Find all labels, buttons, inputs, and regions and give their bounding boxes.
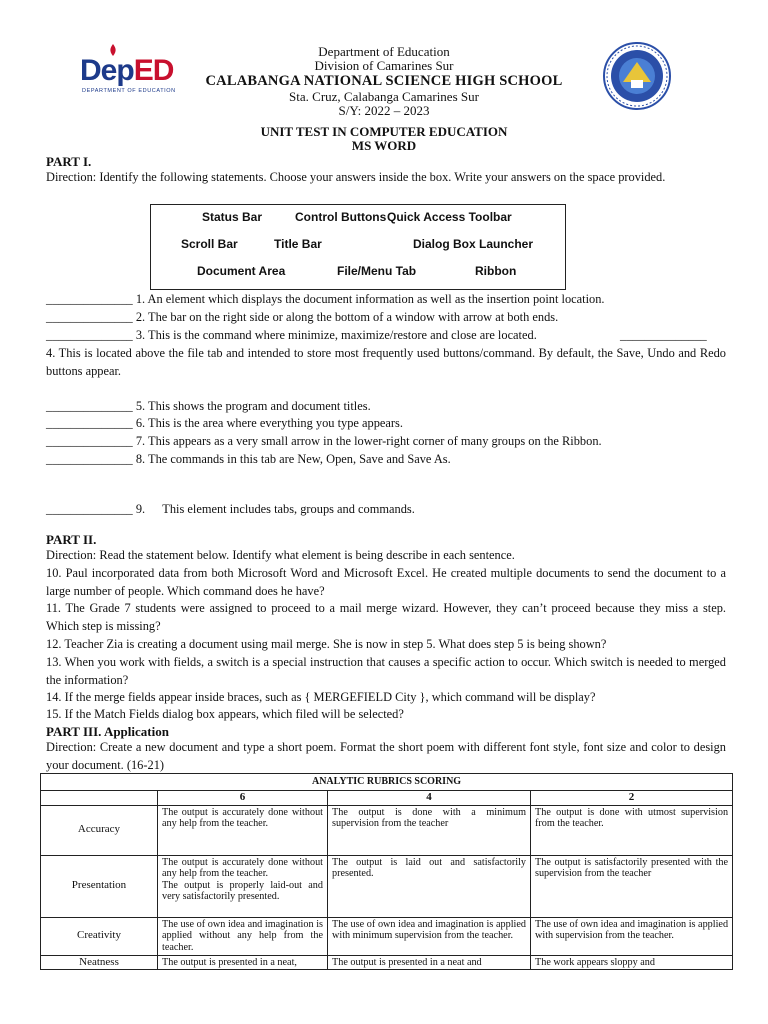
header-school-year: S/Y: 2022 – 2023 bbox=[338, 103, 430, 118]
answer-blank[interactable]: ______________ bbox=[46, 434, 133, 448]
rubric-cell: The work appears sloppy and bbox=[531, 955, 733, 970]
rubric-table bbox=[40, 773, 733, 970]
deped-subtext: DEPARTMENT OF EDUCATION bbox=[82, 88, 176, 94]
rubric-title: ANALYTIC RUBRICS SCORING bbox=[41, 774, 733, 791]
rubric-criterion: Creativity bbox=[41, 917, 158, 955]
rubric-score-6: 6 bbox=[158, 790, 328, 805]
part3-heading: PART III. Application bbox=[46, 724, 169, 739]
question-15: 15. If the Match Fields dialog box appears, which filed will be selected? bbox=[46, 707, 404, 721]
question-11: 11. The Grade 7 students were assigned to proceed to a mail merge wizard. However, they can’t proceed because they miss a step. Which step is missing? bbox=[46, 601, 726, 633]
question-5: ______________ 5. This shows the program and document titles. bbox=[46, 399, 371, 413]
question-9: ______________ 9. This element includes tabs, groups and commands. bbox=[46, 502, 415, 516]
part3-direction: Direction: Create a new document and type a short poem. Format the short poem with different font style, font size and color to design your document. (16-21) bbox=[46, 740, 726, 772]
choice-title-bar: Title Bar bbox=[274, 237, 322, 251]
rubric-cell: The use of own idea and imagination is applied with supervision from the teacher. bbox=[531, 917, 733, 955]
header-department: Department of Education bbox=[318, 44, 450, 59]
part2-direction: Direction: Read the statement below. Identify what element is being describe in each sentence. bbox=[46, 548, 515, 562]
answer-blank[interactable]: ______________ bbox=[46, 399, 133, 413]
question-6: ______________ 6. This is the area where everything you type appears. bbox=[46, 416, 403, 430]
rubric-cell: The output is presented in a neat, bbox=[158, 955, 328, 970]
header-address: Sta. Cruz, Calabanga Camarines Sur bbox=[289, 89, 479, 104]
test-title: UNIT TEST IN COMPUTER EDUCATION bbox=[260, 124, 508, 139]
answer-blank[interactable]: ______________ bbox=[46, 502, 133, 516]
rubric-cell: The use of own idea and imagination is applied with minimum supervision from the teacher. bbox=[328, 917, 531, 955]
rubric-row-presentation bbox=[41, 855, 733, 917]
rubric-header-blank bbox=[41, 790, 158, 805]
header-division: Division of Camarines Sur bbox=[314, 58, 454, 73]
question-2: ______________ 2. The bar on the right side or along the bottom of a window with arrow at both ends. bbox=[46, 310, 559, 324]
rubric-cell: The output is done with a minimum supervision from the teacher bbox=[328, 805, 531, 855]
answer-blank[interactable]: ______________ bbox=[46, 292, 133, 306]
choice-quick-access-toolbar: Quick Access Toolbar bbox=[387, 210, 512, 224]
rubric-cell: The output is laid out and satisfactorily presented. bbox=[328, 855, 531, 917]
header-school-name: CALABANGA NATIONAL SCIENCE HIGH SCHOOL bbox=[205, 73, 563, 89]
rubric-score-4: 4 bbox=[328, 790, 531, 805]
rubric-row-neatness bbox=[41, 955, 733, 970]
test-subject: MS WORD bbox=[351, 138, 417, 153]
question-1: ______________ 1. An element which displays the document information as well as the insertion point location. bbox=[46, 292, 605, 306]
rubric-row-creativity bbox=[41, 917, 733, 955]
answer-blank[interactable]: ______________ bbox=[46, 310, 133, 324]
question-3: ______________ 3. This is the command where minimize, maximize/restore and close are located. ______________ bbox=[46, 327, 726, 345]
answer-choices-box bbox=[150, 204, 566, 290]
rubric-row-accuracy bbox=[41, 805, 733, 855]
choice-dialog-box-launcher: Dialog Box Launcher bbox=[413, 237, 534, 251]
deped-wordmark: DepED bbox=[80, 54, 174, 87]
choice-file-menu-tab: File/Menu Tab bbox=[337, 264, 417, 278]
answer-blank[interactable]: ______________ bbox=[620, 328, 707, 342]
rubric-cell: The output is satisfactorily presented with the supervision from the teacher bbox=[531, 855, 733, 917]
answer-blank[interactable]: ______________ bbox=[46, 328, 133, 342]
question-10: 10. Paul incorporated data from both Microsoft Word and Microsoft Excel. He created multiple documents to send the document to a large number of people. Which command does he have? bbox=[46, 566, 726, 598]
rubric-criterion: Presentation bbox=[41, 855, 158, 917]
answer-blank[interactable]: ______________ bbox=[46, 416, 133, 430]
question-7: ______________ 7. This appears as a very small arrow in the lower-right corner of many groups on the Ribbon. bbox=[46, 434, 602, 448]
part1-direction: Direction: Identify the following statements. Choose your answers inside the box. Write your answers on the space provided. bbox=[46, 170, 666, 184]
choice-document-area: Document Area bbox=[197, 264, 286, 278]
choice-control-buttons: Control Buttons bbox=[295, 210, 387, 224]
answer-blank[interactable]: ______________ bbox=[46, 452, 133, 466]
choice-status-bar: Status Bar bbox=[202, 210, 263, 224]
rubric-cell: The output is done with utmost supervision from the teacher. bbox=[531, 805, 733, 855]
rubric-cell: The output is accurately done without any help from the teacher. bbox=[158, 805, 328, 855]
question-14: 14. If the merge fields appear inside braces, such as { MERGEFIELD City }, which command will be display? bbox=[46, 690, 596, 704]
choice-scroll-bar: Scroll Bar bbox=[181, 237, 238, 251]
rubric-score-2: 2 bbox=[531, 790, 733, 805]
rubric-cell: The use of own idea and imagination is applied without any help from the teacher. bbox=[158, 917, 328, 955]
question-8: ______________ 8. The commands in this tab are New, Open, Save and Save As. bbox=[46, 452, 451, 466]
rubric-criterion: Neatness bbox=[41, 955, 158, 970]
choice-ribbon: Ribbon bbox=[475, 264, 517, 278]
part2-heading: PART II. bbox=[46, 532, 97, 547]
part1-heading: PART I. bbox=[46, 154, 92, 169]
question-4: 4. This is located above the file tab and intended to store most frequently used buttons/command. By default, the Save, Undo and Redo buttons appear. bbox=[46, 346, 726, 378]
rubric-cell: The output is accurately done without any help from the teacher. The output is properly laid-out and very satisfactorily presented. bbox=[158, 855, 328, 917]
question-12: 12. Teacher Zia is creating a document using mail merge. She is now in step 5. What does step 5 is being shown? bbox=[46, 637, 607, 651]
rubric-criterion: Accuracy bbox=[41, 805, 158, 855]
question-13: 13. When you work with fields, a switch is a special instruction that causes a specific action to occur. Which switch is needed to merged the information? bbox=[46, 655, 726, 687]
rubric-cell: The output is presented in a neat and bbox=[328, 955, 531, 970]
